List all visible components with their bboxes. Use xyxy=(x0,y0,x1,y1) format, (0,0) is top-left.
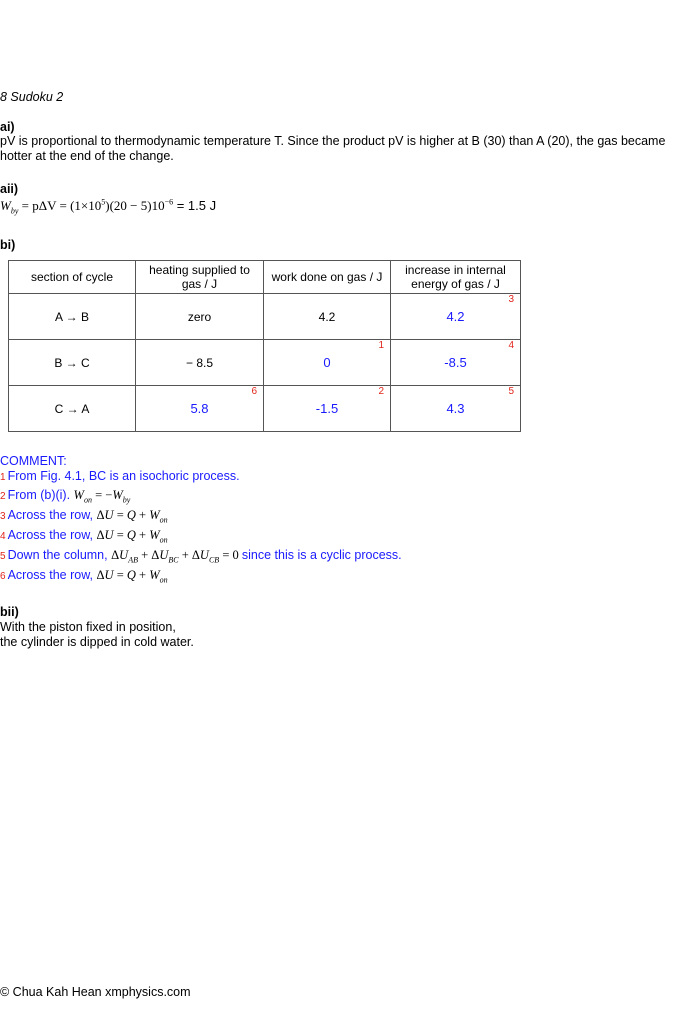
section-label-bi: bi) xyxy=(0,238,16,252)
step-marker: 6 xyxy=(251,386,257,397)
table-row xyxy=(9,340,521,386)
header-work: work done on gas / J xyxy=(264,261,391,294)
step-marker: 5 xyxy=(508,386,514,397)
section-label-bii: bii) xyxy=(0,605,19,619)
table-row xyxy=(9,386,521,432)
answer-value: 5.8 xyxy=(190,401,209,416)
table-row xyxy=(9,294,521,340)
comment-item: 3 Across the row, $\Delta U = Q + W_{on}$ xyxy=(0,508,168,525)
comment-item: 6 Across the row, $\Delta U = Q + W_{on}$ xyxy=(0,568,168,585)
cell-heating xyxy=(136,386,264,432)
step-marker: 1 xyxy=(378,340,384,351)
table-header-row xyxy=(9,261,521,294)
header-section: section of cycle xyxy=(9,261,136,294)
header-energy: increase in internal energy of gas / J xyxy=(391,261,521,294)
comment-item: 2 From (b)(i). $W_{on} = -W_{by}$ xyxy=(0,488,131,505)
cell-section: A → B xyxy=(9,294,136,340)
work-equation: $W_{by} = p\Delta V = (1\times 10^5)(20 - 5)10^{-6} = 1.5$ J xyxy=(0,197,217,216)
step-marker: 3 xyxy=(508,294,514,305)
answer-bii-line2: the cylinder is dipped in cold water. xyxy=(0,635,194,649)
answer-value: -1.5 xyxy=(315,401,339,416)
answer-value: 0 xyxy=(323,355,331,370)
comment-title: COMMENT: xyxy=(0,454,67,468)
answer-value: 4.2 xyxy=(446,309,465,324)
answer-bii-line1: With the piston fixed in position, xyxy=(0,620,176,634)
step-marker: 4 xyxy=(508,340,514,351)
cell-section: C → A xyxy=(9,386,136,432)
cell-work xyxy=(264,340,391,386)
cell-heating: − 8.5 xyxy=(136,340,264,386)
footer-copyright: © Chua Kah Hean xmphysics.com xyxy=(0,985,191,999)
cell-energy xyxy=(391,340,521,386)
section-label-ai: ai) xyxy=(0,120,15,134)
energy-table xyxy=(8,260,521,432)
cell-work xyxy=(264,386,391,432)
step-marker: 2 xyxy=(378,386,384,397)
cell-heating: zero xyxy=(136,294,264,340)
header-heating: heating supplied to gas / J xyxy=(136,261,264,294)
answer-ai-text: pV is proportional to thermodynamic temperature T. Since the product pV is higher at B (30) than A (20), the gas became hotter at the end of the change. xyxy=(0,134,666,163)
cell-energy xyxy=(391,386,521,432)
answer-value: 4.3 xyxy=(446,401,465,416)
cell-work: 4.2 xyxy=(264,294,391,340)
cell-section: B → C xyxy=(9,340,136,386)
comment-item: 4 Across the row, $\Delta U = Q + W_{on}$ xyxy=(0,528,168,545)
comment-item: 5 Down the column, $\Delta U_{AB} + \Delta U_{BC} + \Delta U_{CB} = 0$ since this is a cyclic process. xyxy=(0,548,402,565)
cell-energy xyxy=(391,294,521,340)
comment-item: 1 From Fig. 4.1, BC is an isochoric process. xyxy=(0,469,240,483)
section-label-aii: aii) xyxy=(0,182,19,196)
page-header: 8 Sudoku 2 xyxy=(0,90,64,104)
answer-value: -8.5 xyxy=(444,355,467,370)
